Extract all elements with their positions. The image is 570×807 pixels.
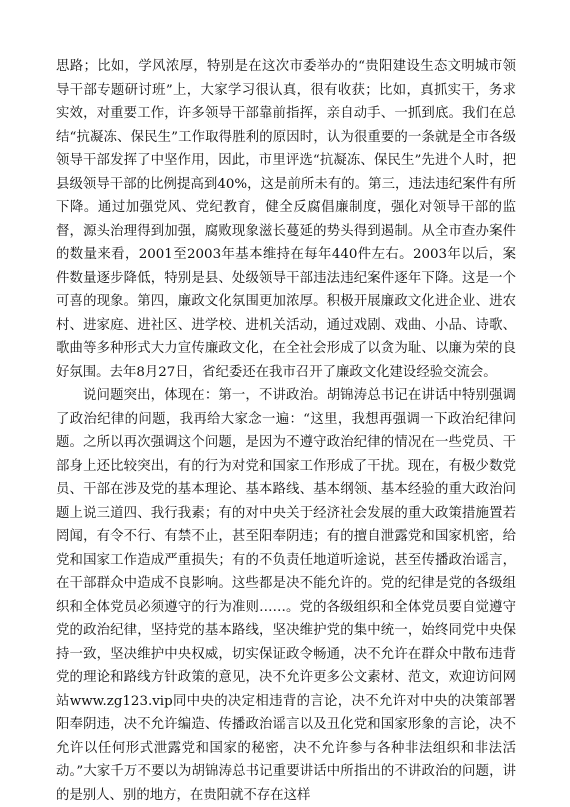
paragraph-problems: 说问题突出，体现在：第一，不讲政治。胡锦涛总书记在讲话中特别强调了政治纪律的问题，我再给大家念一遍：“这里，我想再强调一下政治纪律问题。之所以再次强调这个问题，是因为不遵守政治纪律的情况在一些党员、干部身上还比较突出，有的行为对党和国家工作形成了干扰。现在，有极少数党员、干部在涉及党的基本理论、基本路线、基本纲领、基本经验的重大政治问题上说三道四、我行我素；有的对中央关于经济社会发展的重大政策措施置若罔闻，有令不行、有禁不止，甚至阳奉阴违；有的擅自泄露党和国家机密，给党和国家工作造成严重损失；有的不负责任地道听途说，甚至传播政治谣言，在干部群众中造成不良影响。这些都是决不能允许的。党的纪律是党的各级组织和全体党员必须遵守的行为准则……。党的各级组织和全体党员要自觉遵守党的政治纪律，坚持党的基本路线，坚决维护党的集中统一，始终同党中央保持一致，坚决维护中央权威，切实保证政令畅通，决不允许在群众中散布违背党的理论和路线方针政策的意见，决不允许更多公文素材、范文，欢迎访问网站www.zg123.vip同中央的决定相违背的言论，决不允许对中央的决策部署阳奉阴违，决不允许编造、传播政治谣言以及丑化党和国家形象的言论，决不允许以任何形式泄露党和国家的秘密，决不允许参与各种非法组织和非法活动。”大家千万不要以为胡锦涛总书记重要讲话中所指出的不讲政治的问题，讲的是别人、别的地方，在贵阳就不存在这样 bbox=[56, 388, 516, 803]
paragraph-continued: 思路；比如，学风浓厚，特别是在这次市委举办的“贵阳建设生态文明城市领导干部专题研讨班”上，大家学习很认真，很有收获；比如，真抓实干，务求实效，对重要工作，许多领导干部靠前指挥，亲自动手、一抓到底。我们在总结“抗凝冻、保民生”工作取得胜利的原因时，认为很重要的一条就是全市各级领导干部发挥了中坚作用，因此，市里评选“抗凝冻、保民生”先进个人时，把县级领导干部的比例提高到40%，这是前所未有的。第三，违法违纪案件有所下降。通过加强党风、党纪教育，健全反腐倡廉制度，强化对领导干部的监督，源头治理得到加强，腐败现象滋长蔓延的势头得到遏制。从全市查办案件的数量来看，2001至2003年基本维持在每年440件左右。2003年以后，案件数量逐步降低，特别是县、处级领导干部违法违纪案件逐年下降。这是一个可喜的现象。第四，廉政文化氛围更加浓厚。积极开展廉政文化进企业、进农村、进家庭、进社区、进学校、进机关活动，通过戏剧、戏曲、小品、诗歌、歌曲等多种形式大力宣传廉政文化，在全社会形成了以贪为耻、以廉为荣的良好氛围。去年8月27日，省纪委还在我市召开了廉政文化建设经验交流会。 bbox=[56, 59, 516, 380]
document-body bbox=[56, 55, 516, 807]
